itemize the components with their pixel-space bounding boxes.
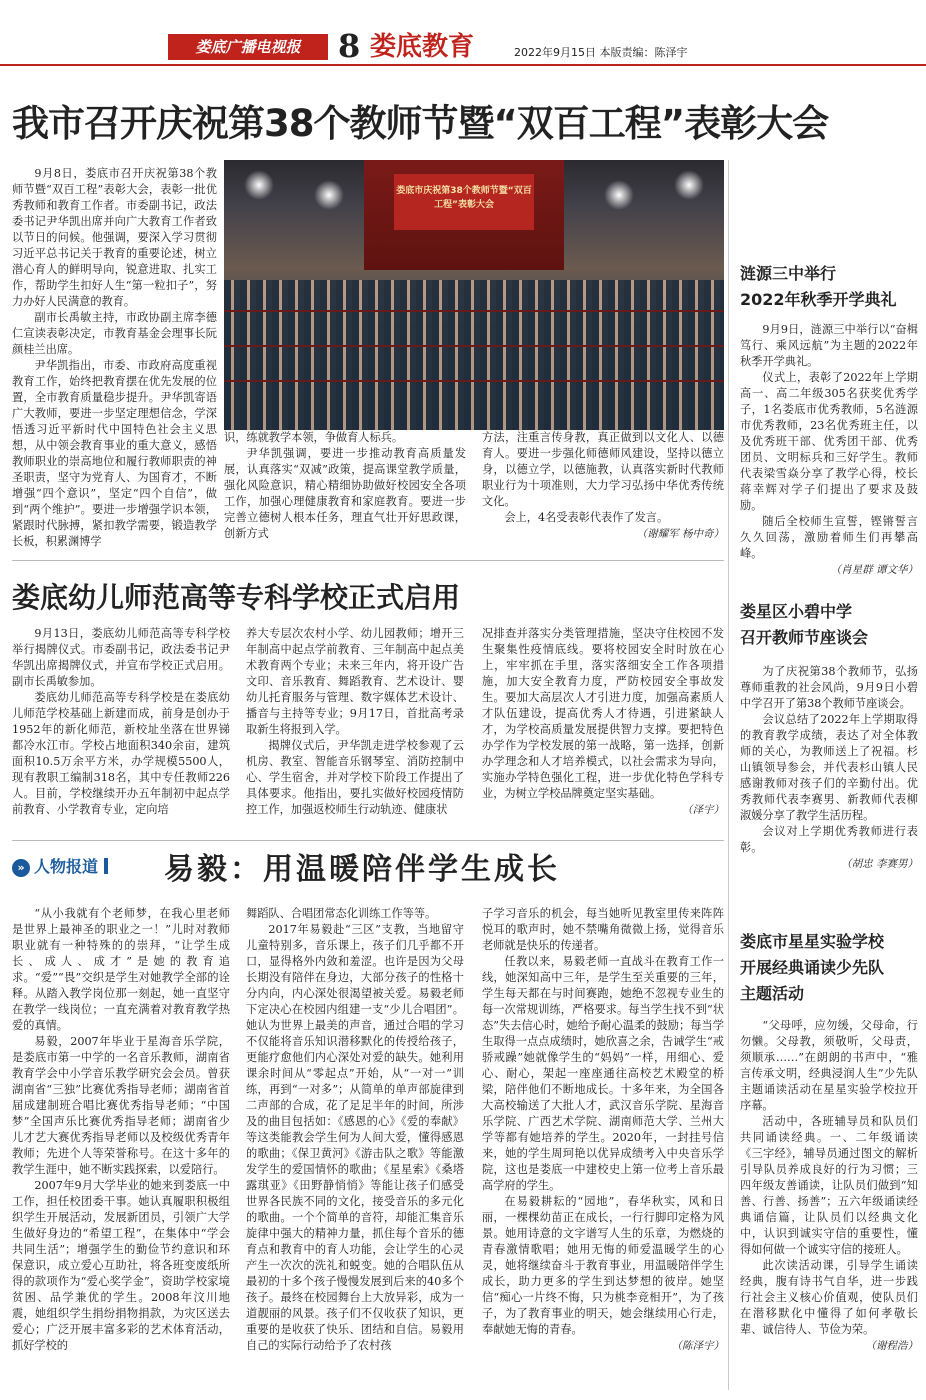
paragraph: 9月8日，娄底市召开庆祝第38个教师节暨“双百工程”表彰大会，表彰一批优秀教师和教育工作者。市委副书记，政法委书记尹华凯出席并向广大教育工作者致以节日的问候。他强调，要深入学习贯彻习近平总书记关于教育的重要论述，树立潜心育人的鲜明导向，锐意进取、扎实工作，帮助学生扣好人生“第一粒扣子”，努力办好人民满意的教育。	[12, 167, 217, 308]
paragraph: 舞蹈队、合唱团常态化训练工作等等。	[246, 907, 437, 920]
paragraph: 会议总结了2022年上学期取得的教育教学成绩，表达了对全体教师的关心，为教师送上了祝福。杉山镇领导参会，并代表杉山镇人民感谢教师对孩子们的辛勤付出。优秀教师代表李赛男、新教师代表柳淑媛分享了教学生活历程。	[740, 713, 918, 822]
story1-column-1	[12, 166, 217, 548]
sidebar-story1-headline-line1: 涟源三中举行	[740, 264, 837, 283]
paragraph: 会上，4名受表彰代表作了发言。	[504, 511, 669, 524]
paragraph: 9月9日，涟源三中举行以“奋楫笃行、乘风远航”为主题的2022年秋季开学典礼。	[740, 323, 918, 368]
page-number: 8	[338, 27, 361, 65]
paragraph: 方法，注重言传身教，真正做到以文化人、以德育人。要进一步强化师德师风建设，坚持以德立身，以德立学，以德施教，认真落实新时代教师职业行为十项准则，大力学习弘扬中华优秀传统文化。	[482, 431, 724, 508]
divider	[12, 560, 724, 561]
sidebar-story3-headline-line1: 娄底市星星实验学校	[740, 932, 885, 951]
paragraph: 此次读活动课，引导学生诵读经典，腹有诗书气自华，进一步践行社会主义核心价值观，使队员们在潜移默化中懂得了如何孝敬长辈、诚信待人、节俭为荣。	[740, 1259, 918, 1336]
sidebar-story3-byline: （谢程浩）	[865, 1340, 918, 1352]
newspaper-brand: 娄底广播电视报	[168, 34, 328, 60]
sidebar-story2-headline-line2: 召开教师节座谈会	[740, 628, 869, 647]
paragraph: 会议对上学期优秀教师进行表彰。	[740, 825, 918, 854]
paragraph: 活动中，各班辅导员和队员们共同诵读经典。一、二年级诵读《三字经》，辅导员通过图文的解析引导队员养成良好的行为习惯；三四年级友善诵读，让队员们做到“知善、行善、扬善”；五六年级诵读经典诵信篇，让队员们以经典文化中，认识到诚实守信的重要性，懂得如何做一个诚实守信的接班人。	[740, 1115, 918, 1256]
paragraph: 任教以来，易毅老师一直战斗在教育工作一线，她深知高中三年，是学生至关重要的三年，学生每天都在与时间赛跑，她绝不忽视专业生的每一次常规训练，严格要求。每当学生找不到“状态”失去信心时，她给予耐心温柔的鼓励；每当学生取得一点点成绩时，她欣喜之余，告诫学生“戒骄戒躁”她就像学生的“妈妈”一样，用细心、爱心、耐心，架起一座座通往高校艺术殿堂的桥梁，陪伴他们不断地成长。十多年来，为全国各大高校输送了大批人才，武汉音乐学院、星海音乐学院、广西艺术学院、湖南师范大学、兰州大学等都有她培养的学生。2020年，一封挂号信来，她的学生周珂艳以优异成绩考入中央音乐学院，这也是娄底一中建校史上第一位考上音乐最高学府的学生。	[482, 955, 724, 1192]
seat-row	[224, 380, 724, 382]
audience	[224, 280, 724, 430]
sidebar-story1-headline-line2: 2022年秋季开学典礼	[740, 290, 897, 309]
section-title: 娄底教育	[370, 32, 475, 62]
story3-byline: （陈泽宇）	[671, 1340, 724, 1352]
paragraph: 识，练就教学本领，争做育人标兵。	[224, 431, 404, 444]
story2-column-3	[482, 626, 724, 832]
sidebar-story2-headline-line1: 娄星区小碧中学	[740, 602, 853, 621]
story3-column-3	[482, 906, 724, 1392]
paragraph: 子学习音乐的机会，每当她听见教室里传来阵阵悦耳的歌声时，她不禁嘴角微微上扬，觉得音乐老师就是快乐的传递者。	[482, 907, 724, 952]
paragraph: 易毅，2007年毕业于星海音乐学院，是娄底市第一中学的一名音乐教师，湖南省教育学会中小学音乐教学研究会会员。曾获湖南省“三独”比赛优秀指导老师；湖南省首届成建制班合唱比赛优秀指导老师；“中国梦”全国声乐比赛优秀指导老师；湖南省少儿才艺大赛优秀指导老师以及校级优秀青年教师；先进个人等荣誉称号。在这十多年的教学生涯中，她不断实践探索，以爱陪行。	[12, 1035, 230, 1176]
sidebar-story3-headline-line2: 开展经典诵读少先队	[740, 958, 885, 977]
sidebar-story2-byline: （胡忠 李赛男）	[841, 858, 918, 870]
paragraph: 揭牌仪式后，尹华凯走进学校参观了云机房、教室、智能音乐钢琴室、消防控制中心、学生宿舍，并对学校下阶段工作提出了具体要求。他指出，要扎实做好校园疫情防控工作，加强返校师生行动轨迹、健康状	[246, 739, 464, 816]
ceiling-light	[674, 170, 704, 200]
paragraph: “从小我就有个老师梦，在我心里老师是世界上最神圣的职业之一！”儿时对教师职业就有一种特殊的的崇拜，“让学生成长、成人、成才”是她的教育追求。“爱”“畏”交织是学生对她教学全部的诠释。从踏入教学岗位那一刻起，她一直坚守在教学一线岗位；一直充满着对教育教学热爱的真情。	[12, 907, 230, 1032]
section-tag-label: 人物报道	[34, 857, 99, 876]
paragraph: 9月13日，娄底幼儿师范高等专科学校举行揭牌仪式。市委副书记，政法委书记尹华凯出席揭牌仪式，并宣布学校正式启用。副市长禹敏参加。	[12, 627, 230, 688]
sidebar-story3-headline-line3: 主题活动	[740, 984, 805, 1003]
ceiling-light	[604, 180, 634, 210]
paragraph: 仪式上，表彰了2022年上学期高一、高二年级305名获奖优秀学子，1名娄底市优秀教师，5名涟源市优秀教师，23名优秀班主任，以及优秀班干部、优秀团干部、优秀团员、文明标兵和三好学生。教师代表梁雪焱分享了教学心得，校长蒋幸辉对学子们提出了要求及鼓励。	[740, 371, 918, 512]
sidebar-story1-body	[740, 322, 918, 584]
story3-column-1	[12, 906, 230, 1392]
story3-column-2	[246, 906, 464, 1392]
dateline: 2022年9月15日 本版责编：陈泽宇	[514, 46, 688, 59]
paragraph: 为了庆祝第38个教师节，弘扬尊师重教的社会风尚，9月9日小碧中学召开了第38个教师节座谈会。	[740, 665, 918, 710]
paragraph: “父母呼，应勿缓，父母命，行勿懒。父母教，须敬听，父母责，须顺承……”在朗朗的书声中，“雅言传承文明，经典浸润人生”少先队主题诵读活动在星星实验学校拉开序幕。	[740, 1019, 918, 1112]
paragraph: 尹华凯指出，市委、市政府高度重视教育工作，始终把教育摆在优先发展的位置，全市教育质量稳步提升。尹华凯寄语广大教师，要进一步坚定理想信念，学深悟透习近平新时代中国特色社会主义思想，从中领会教育事业的重大意义，感悟教师职业的崇高地位和履行教师职责的神圣职责，坚守为党育人、为国育才，不断增强“四个意识”，坚定“四个自信”，做到“两个维护”。要进一步增强学识本领，紧跟时代脉搏，紧扣教学需要，锻造教学长板，积累渊博学	[12, 359, 217, 548]
paragraph: 副市长禹敏主持，市政协副主席李德仁宣读表彰决定，市教育基金会理事长阮颜桂兰出席。	[12, 311, 217, 356]
story2-column-2	[246, 626, 464, 832]
paragraph: 况排查并落实分类管理措施，坚决守住校园不发生聚集性疫情底线。要将校园安全时时放在心上，牢牢抓在手里，落实落细安全工作各项措施，加大安全教育力度，严防校园安全事故发生。要加大高层次人才引进力度，加强高素质人才队伍建设，提高优秀人才待遇，引进紧缺人才，为学校高质量发展提供智力支撑。要把特色办学作为学校发展的第一战略，第一选择，创新办学理念和人才培养模式，以社会需求为导向，实施办学特色强化工程，进一步优化特色学科专业，为树立学校品牌奠定坚实基础。	[482, 627, 724, 800]
story1-column-3	[482, 430, 724, 542]
paragraph: 2017年易毅赴“三区”支教，当地留守儿童特别多，音乐课上，孩子们几乎都不开口，显得格外内敛和羞涩。也许是因为父母长期没有陪伴在身边，大部分孩子的性格十分内向，内心深处很渴望被关爱。易毅老师下定决心在校园内组建一支“少儿合唱团”。她认为世界上最美的声音，通过合唱的学习不仅能将音乐知识潜移默化的传授给孩子，更能疗愈他们内心深处对爱的缺失。她利用课余时间从“零起点”开始，从“一对一”训练，再到“一对多”；从简单的单声部旋律到二声部的合成，花了足足半年的时间，所涉及的曲目包括如：《感恩的心》《爱的奉献》等这类能教会学生何为人间大爱，懂得感恩的歌曲；《保卫黄河》《游击队之歌》等能激发学生的爱国情怀的歌曲；《星星索》《桑塔露琪亚》《田野静悄悄》等能让孩子们感受世界各民族不同的文化，接受音乐的多元化的歌曲。一个个简单的音符，却能汇集音乐旋律中强大的精神力量，抓住每个音乐的德育点和教育中的育人功能，会让学生的心灵产生一次次的洗礼和蜕变。她的合唱队伍从最初的十多个孩子慢慢发展到后来的40多个孩子。最终在校园舞台上大放异彩，成为一道靓丽的风景。孩子们不仅收获了知识，更重要的是收获了快乐、团结和自信。易毅用自己的实际行动给予了农村孩	[246, 923, 464, 1352]
paragraph: 2007年9月大学毕业的她来到娄底一中工作，担任校团委干事。她认真履职积极组织学生开展活动，发展新团员，引领广大学生做好身边的“希望工程”，在集体中“学会共同生活”；增强学生的勤俭节约意识和环保意识，成立爱心互助社，将各班变废纸所得的款项作为“爱心奖学金”，资助学校家境贫困、品学兼优的学生。2008年汶川地震，她组织学生捐纷捐物捐款，为灾区送去爱心；广泛开展丰富多彩的艺术体育活动，抓好学校的	[12, 1179, 230, 1352]
sidebar-divider	[728, 160, 729, 1390]
ceiling-light	[314, 180, 344, 210]
paragraph: 娄底幼儿师范高等专科学校是在娄底幼儿师范学校基础上新建而成，前身是创办于1952年的新化师范，新校址坐落在世界锑都冷水江市。学校占地面积340余亩，建筑面积10.5万余平方米，办学规模5500人，现有教职工编制318名，其中专任教师226人。目前，学校继续开办五年制初中起点学前教育、小学教育专业，定向培	[12, 691, 230, 816]
paragraph: 养大专层次农村小学、幼儿园教师；增开三年制高中起点学前教育、三年制高中起点美术教育两个专业；未来三年内，将开设广告文印、音乐教育、舞蹈教育、艺术设计、婴幼儿托育服务与管理、数字媒体艺术设计、播音与主持等专业；9月17日，首批高考录取新生将报到入学。	[246, 627, 464, 736]
masthead	[0, 0, 926, 66]
tag-bar	[104, 858, 108, 874]
story1-column-2	[224, 430, 466, 542]
paragraph: 在易毅耕耘的“园地”，春华秋实，风和日丽，一棵棵幼苗正在成长，一行行脚印定格为风景。她用诗意的文字谱写人生的乐章，为燃烧的青春激情歌唱；她用无悔的师爱温暖学生的心灵，她将继续奋斗于教育事业，用温暖陪伴学生成长，助力更多的学生到达梦想的彼岸。她坚信“痴心一片终不悔，只为桃李竞相开”，为了孩子，为了教育事业的明天，她会继续用心行走，奉献她无悔的青春。	[482, 1195, 724, 1336]
sidebar-story3-body	[740, 1018, 918, 1392]
chevron-right-icon: »	[12, 859, 30, 877]
section-tag	[12, 854, 124, 880]
ceiling-light	[244, 170, 274, 200]
stage-banner: 娄底市庆祝第38个教师节暨“双百工程”表彰大会	[394, 174, 534, 230]
ceremony-photo	[224, 160, 724, 430]
sidebar-story1-byline: （肖星群 谭文华）	[830, 564, 918, 576]
story2-byline: （泽宇）	[682, 804, 724, 816]
story1-headline: 我市召开庆祝第38个教师节暨“双百工程”表彰大会	[12, 102, 829, 145]
story2-column-1	[12, 626, 230, 832]
divider	[12, 840, 724, 841]
sidebar-story2-body	[740, 664, 918, 910]
story3-headline: 易毅：用温暖陪伴学生成长	[164, 852, 560, 887]
story2-headline: 娄底幼儿师范高等专科学校正式启用	[12, 581, 461, 614]
seat-row	[224, 310, 724, 312]
seat-row	[224, 345, 724, 347]
paragraph: 随后全校师生宣誓，铿锵誓言久久回荡，激励着师生们再攀高峰。	[740, 515, 918, 560]
story1-byline: （谢耀军 杨中奇）	[636, 528, 724, 540]
paragraph: 尹华凯强调，要进一步推动教育高质量发展，认真落实“双减”政策，提高课堂教学质量，强化风险意识，精心精细协助做好校园安全各项工作，加强心理健康教育和家庭教育。要进一步完善立德树人根本任务，理直气壮开好思政课，创新方式	[224, 447, 466, 540]
